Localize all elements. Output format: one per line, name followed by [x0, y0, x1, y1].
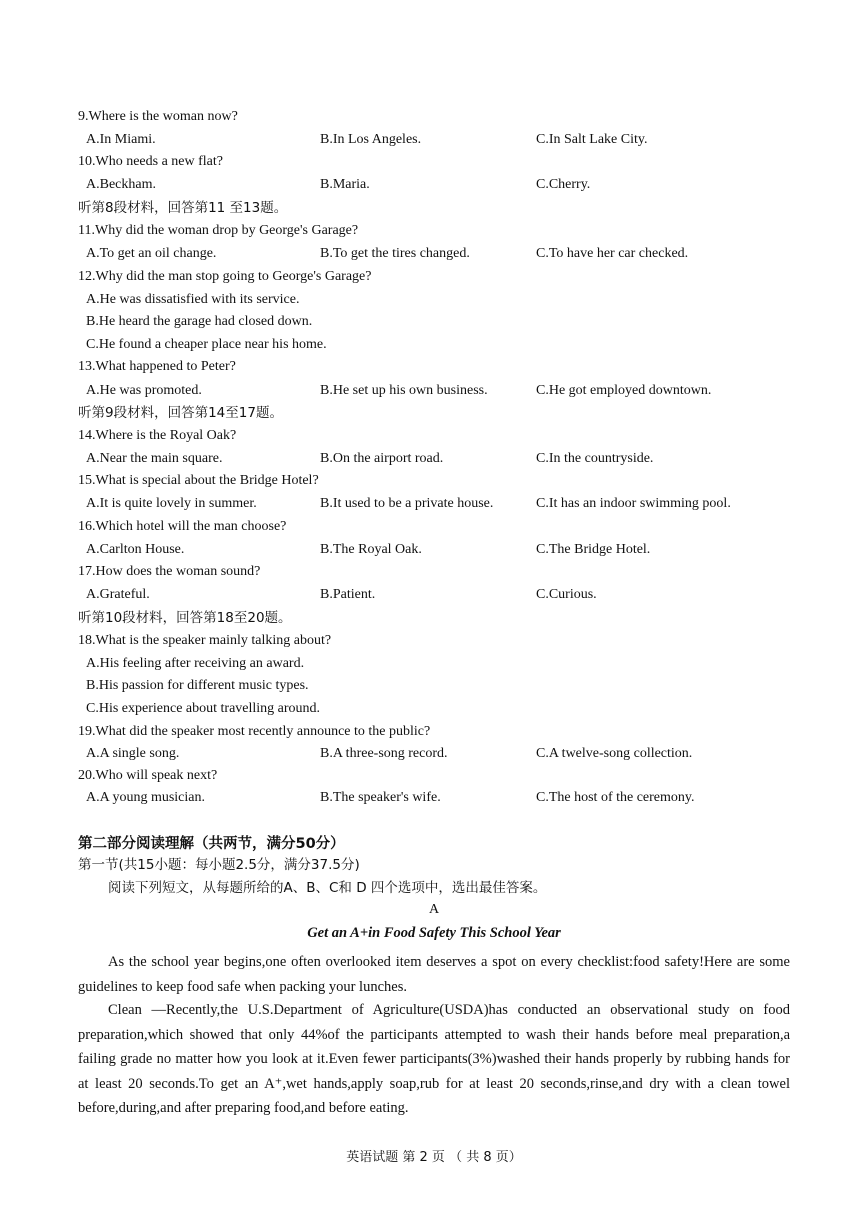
- question-15-stem: 15.What is special about the Bridge Hotel?: [78, 473, 319, 488]
- reading-instructions: 阅读下列短文，从每题所给的A、B、C和 D 四个选项中，选出最佳答案。: [108, 880, 547, 896]
- option-a: A.A single song.: [86, 746, 180, 761]
- option-c: C.To have her car checked.: [536, 246, 689, 261]
- instruction-section-10: 听第10段材料，回答第18至20题。: [78, 610, 292, 626]
- question-20-stem: 20.Who will speak next?: [78, 768, 218, 783]
- question-14-options: [0, 449, 868, 469]
- option-c: C.Cherry.: [536, 177, 591, 192]
- question-12-option-b: B.He heard the garage had closed down.: [86, 314, 313, 329]
- option-b: B.It used to be a private house.: [320, 496, 494, 511]
- question-9-options: [0, 130, 868, 150]
- option-c: C.It has an indoor swimming pool.: [536, 496, 731, 511]
- question-11-options: [0, 244, 868, 264]
- option-a: A.Grateful.: [86, 587, 150, 602]
- instruction-section-9: 听第9段材料，回答第14至17题。: [78, 405, 283, 421]
- option-b: B.He set up his own business.: [320, 383, 488, 398]
- question-12-option-c: C.He found a cheaper place near his home.: [86, 337, 327, 352]
- part-two-heading: 第二部分阅读理解（共两节，满分50分）: [78, 836, 345, 852]
- question-13-stem: 13.What happened to Peter?: [78, 359, 236, 374]
- option-b: B.In Los Angeles.: [320, 132, 422, 147]
- question-17-options: [0, 585, 868, 605]
- question-18-option-c: C.His experience about travelling around.: [86, 701, 321, 716]
- option-a: A.He was promoted.: [86, 383, 202, 398]
- option-c: C.A twelve-song collection.: [536, 746, 693, 761]
- passage-paragraph-1: As the school year begins,one often overlooked item deserves a spot on every checklist:food safety!Here are some guidelines to keep food safe when packing your lunches.: [78, 954, 790, 995]
- question-12-stem: 12.Why did the man stop going to George's Garage?: [78, 269, 372, 284]
- option-c: C.In Salt Lake City.: [536, 132, 648, 147]
- question-20-options: [0, 788, 868, 808]
- option-b: B.A three-song record.: [320, 746, 448, 761]
- option-b: B.The speaker's wife.: [320, 790, 441, 805]
- question-19-options: [0, 744, 868, 764]
- passage-title: Get an A+in Food Safety This School Year: [307, 925, 561, 941]
- question-12-option-a: A.He was dissatisfied with its service.: [86, 292, 300, 307]
- page-footer: 英语试题 第 2 页 （ 共 8 页）: [346, 1150, 522, 1165]
- question-13-options: [0, 381, 868, 401]
- option-c: C.The host of the ceremony.: [536, 790, 695, 805]
- question-9-stem: 9.Where is the woman now?: [78, 109, 238, 124]
- question-18-option-a: A.His feeling after receiving an award.: [86, 656, 305, 671]
- question-16-options: [0, 540, 868, 560]
- option-a: A.In Miami.: [86, 132, 156, 147]
- option-c: C.In the countryside.: [536, 451, 654, 466]
- option-c: C.Curious.: [536, 587, 597, 602]
- option-a: A.To get an oil change.: [86, 246, 217, 261]
- passage-letter: A: [428, 902, 440, 917]
- option-b: B.Maria.: [320, 177, 370, 192]
- question-10-stem: 10.Who needs a new flat?: [78, 154, 223, 169]
- question-19-stem: 19.What did the speaker most recently announce to the public?: [78, 724, 431, 739]
- option-b: B.On the airport road.: [320, 451, 444, 466]
- option-b: B.The Royal Oak.: [320, 542, 422, 557]
- option-b: B.To get the tires changed.: [320, 246, 470, 261]
- option-a: A.Carlton House.: [86, 542, 185, 557]
- option-c: C.He got employed downtown.: [536, 383, 712, 398]
- question-18-option-b: B.His passion for different music types.: [86, 678, 309, 693]
- option-a: A.It is quite lovely in summer.: [86, 496, 257, 511]
- option-a: A.Beckham.: [86, 177, 156, 192]
- question-18-stem: 18.What is the speaker mainly talking about?: [78, 633, 332, 648]
- question-11-stem: 11.Why did the woman drop by George's Garage?: [78, 223, 359, 238]
- option-c: C.The Bridge Hotel.: [536, 542, 651, 557]
- section-one-heading: 第一节(共15小题：每小题2.5分，满分37.5分): [78, 857, 360, 873]
- question-10-options: [0, 175, 868, 195]
- instruction-section-8: 听第8段材料，回答第11 至13题。: [78, 200, 288, 216]
- question-14-stem: 14.Where is the Royal Oak?: [78, 428, 237, 443]
- question-15-options: [0, 494, 868, 514]
- option-a: A.A young musician.: [86, 790, 205, 805]
- question-17-stem: 17.How does the woman sound?: [78, 564, 261, 579]
- passage-paragraph-2: Clean —Recently,the U.S.Department of Agriculture(USDA)has conducted an observational study on food preparation,which showed that only 44%of the participants attempted to wash their hands before meal preparation,a failing grade no matter how you look at it.Even fewer participants(3%)washed their hands properly by rubbing hands for at least 20 seconds.To get an A⁺,wet hands,apply soap,rub for at least 20 seconds,rinse,and dry with a clean towel before,during,and after preparing food,and before eating.: [78, 1002, 790, 1116]
- option-b: B.Patient.: [320, 587, 376, 602]
- question-16-stem: 16.Which hotel will the man choose?: [78, 519, 287, 534]
- option-a: A.Near the main square.: [86, 451, 223, 466]
